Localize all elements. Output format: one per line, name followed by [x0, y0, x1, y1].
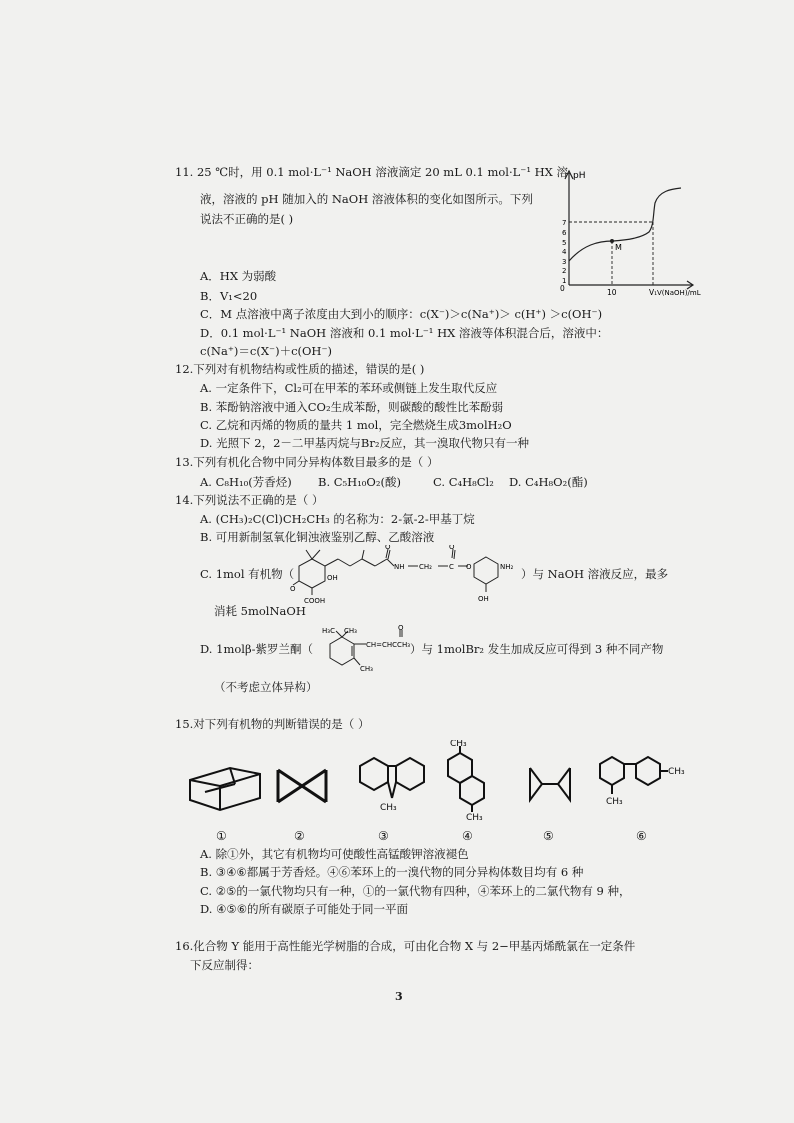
q13-option-b: B. C₅H₁₀O₂(酸)	[318, 475, 401, 489]
q11-graph-ytick: 6	[562, 229, 567, 237]
q12-option-a: A. 一定条件下，Cl₂可在甲苯的苯环或侧链上发生取代反应	[200, 381, 498, 395]
q14-molc-oh2: OH	[478, 595, 489, 603]
q15-label-3: ③	[378, 829, 389, 843]
page-number: 3	[395, 990, 403, 1003]
q15-label-2: ②	[294, 829, 305, 843]
q11-graph-xtick: V₁	[649, 288, 658, 297]
q11-line3: 说法不正确的是( )	[200, 212, 294, 226]
q14-molc-cooh: COOH	[304, 597, 326, 605]
q15-ch3: CH₃	[606, 797, 623, 807]
q15-ch3: CH₃	[450, 740, 467, 749]
q14-molc-c: C	[449, 563, 454, 571]
q15-label-6: ⑥	[636, 829, 647, 843]
q15-label-5: ⑤	[543, 829, 554, 843]
q11-option-c: C．M 点溶液中离子浓度由大到小的顺序：c(X⁻)＞c(Na⁺)＞ c(H⁺) ＞c(OH⁻)	[200, 307, 603, 321]
q11-graph-ylabel: pH	[573, 171, 586, 181]
q12-option-c: C. 乙烷和丙烯的物质的量共 1 mol，完全燃烧生成3molH₂O	[200, 418, 512, 432]
q11-graph-ytick: 4	[562, 248, 567, 256]
q14-molecule-c-structure	[290, 545, 525, 605]
q15-label-1: ①	[216, 829, 227, 843]
q14-option-d: D. 1molβ-紫罗兰酮（	[200, 642, 313, 656]
q13-option-c: C. C₄H₈Cl₂	[433, 475, 494, 489]
q11-graph-ytick: 2	[562, 267, 567, 275]
q16-line2: 下反应制得：	[190, 958, 259, 972]
q13-option-a: A. C₈H₁₀(芳香烃)	[200, 475, 292, 489]
q14-molc-o: O	[290, 585, 296, 593]
q14-mold-h3c: H₃C	[322, 627, 335, 635]
q15-ch3: CH₃	[668, 767, 685, 777]
q11-line1: 11. 25 ℃时，用 0.1 mol·L⁻¹ NaOH 溶液滴定 20 mL 0.1 mol·L⁻¹ HX 溶	[175, 165, 568, 179]
q14-molecule-d-ionone-structure	[314, 625, 414, 675]
q14-option-d-note: （不考虑立体异构）	[214, 680, 318, 694]
q14-option-c-cont: 消耗 5molNaOH	[214, 604, 306, 618]
q14-molc-oh: OH	[327, 574, 338, 582]
q14-molc-nh2: NH₂	[500, 563, 514, 571]
q15-option-d: D. ④⑤⑥的所有碳原子可能处于同一平面	[200, 902, 409, 916]
q13-option-d: D. C₄H₈O₂(酯)	[509, 475, 588, 489]
q11-option-a: A．HX 为弱酸	[200, 269, 277, 283]
q15-ch3: CH₃	[466, 813, 483, 823]
q15-option-b: B. ③④⑥都属于芳香烃。④⑥苯环上的一溴代物的同分异构体数目均有 6 种	[200, 865, 584, 879]
q14-mold-chain: CH=CHCCH₃	[366, 641, 411, 649]
structure-4-dimethylnaphthalene	[448, 746, 484, 812]
q15-option-c: C. ②⑤的一氯代物均只有一种，①的一氯代物有四种，④苯环上的二氯代物有 9 种，	[200, 884, 631, 898]
q14-option-c: C. 1mol 有机物（	[200, 567, 295, 581]
q14-molc-o-link: O	[466, 563, 472, 571]
q14-mold-o: O	[398, 625, 404, 632]
q14-molc-carbonyl-o: O	[385, 545, 391, 551]
structure-6-dimethylbiphenyl	[600, 757, 668, 794]
q14-molc-ester-o: O	[449, 545, 455, 551]
q15-structures	[180, 740, 700, 845]
q11-graph-ytick: 3	[562, 258, 567, 266]
structure-3-fluorene	[360, 758, 424, 798]
q11-graph-ytick: 7	[562, 219, 567, 227]
q13-stem: 13.下列有机化合物中同分异构体数目最多的是（ ）	[175, 455, 439, 469]
q11-line2: 液，溶液的 pH 随加入的 NaOH 溶液体积的变化如图所示。下列	[200, 192, 533, 206]
q11-option-b: B．V₁<20	[200, 289, 258, 303]
q14-stem: 14.下列说法不正确的是（ ）	[175, 493, 324, 507]
q15-label-4: ④	[462, 829, 473, 843]
q14-option-b: B. 可用新制氢氧化铜浊液鉴别乙醇、乙酸溶液	[200, 530, 435, 544]
structure-2-spiro	[278, 770, 326, 802]
q15-stem: 15.对下列有机物的判断错误的是（ ）	[175, 717, 370, 731]
q14-mold-ch3-b: CH₃	[360, 665, 373, 673]
q11-ph-titration-graph	[553, 165, 703, 300]
q11-point-m	[610, 239, 614, 243]
structure-5-bicyclopropylidene	[530, 768, 570, 800]
structure-1-cage	[190, 768, 260, 810]
q11-graph-origin: 0	[560, 284, 565, 293]
q11-graph-xlabel: V(NaOH)/mL	[657, 289, 701, 297]
q11-graph-ytick: 1	[562, 277, 567, 285]
q14-molc-nh: NH	[394, 563, 405, 571]
q12-option-d: D. 光照下 2，2－二甲基丙烷与Br₂反应，其一溴取代物只有一种	[200, 436, 529, 450]
q14-molc-ch2: CH₂	[419, 563, 432, 571]
q15-ch3: CH₃	[380, 803, 397, 813]
q14-option-a: A. (CH₃)₂C(Cl)CH₂CH₃ 的名称为：2-氯-2-甲基丁烷	[200, 512, 475, 526]
q11-graph-ytick: 5	[562, 239, 567, 247]
q12-stem: 12.下列对有机物结构或性质的描述，错误的是( )	[175, 362, 425, 376]
q16-line1: 16.化合物 Y 能用于高性能光学树脂的合成，可由化合物 X 与 2−甲基丙烯酰氯在一定条件	[175, 939, 636, 953]
q14-mold-ch3-a: CH₃	[344, 627, 357, 635]
q15-option-a: A. 除①外，其它有机物均可使酸性高锰酸钾溶液褪色	[200, 847, 469, 861]
q11-option-d-cont: c(Na⁺)＝c(X⁻)＋c(OH⁻)	[200, 344, 333, 358]
q11-graph-xtick: 10	[607, 288, 617, 297]
q14-option-d-post: ）与 1molBr₂ 发生加成反应可得到 3 种不同产物	[410, 642, 664, 656]
q14-option-c-post: ）与 NaOH 溶液反应，最多	[521, 567, 669, 581]
q12-option-b: B. 苯酚钠溶液中通入CO₂生成苯酚，则碳酸的酸性比苯酚弱	[200, 400, 504, 414]
q11-graph-point-label: M	[615, 243, 622, 252]
q11-option-d: D．0.1 mol·L⁻¹ NaOH 溶液和 0.1 mol·L⁻¹ HX 溶液等体积混合后，溶液中：	[200, 326, 609, 340]
